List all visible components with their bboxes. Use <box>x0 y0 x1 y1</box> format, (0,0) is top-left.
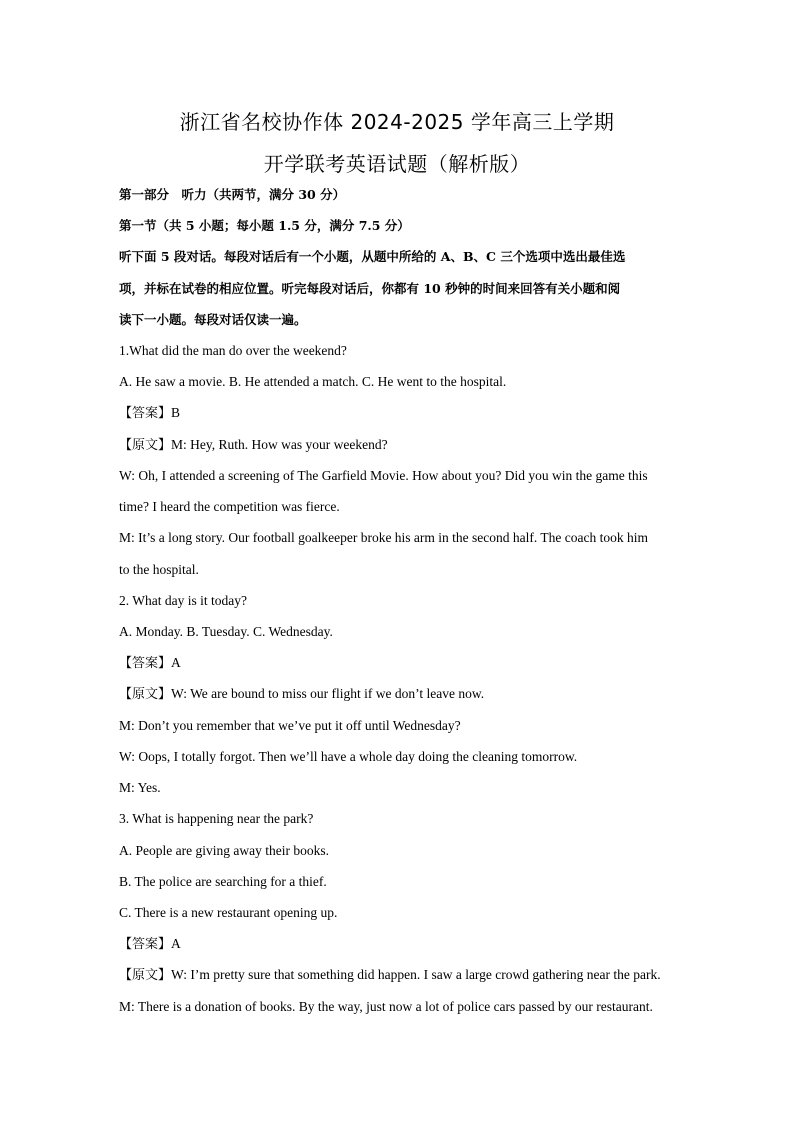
transcript-line <box>119 436 679 455</box>
answer-tag: 【答案】 <box>119 937 172 952</box>
transcript-tag: 【原文】 <box>119 968 172 983</box>
document-title-line-1: 浙江省名校协作体 2024-2025 学年高三上学期 <box>179 110 615 134</box>
question-text: 2. What day is it today? <box>119 593 247 608</box>
question-option: C. There is a new restaurant opening up. <box>119 905 338 920</box>
transcript-line <box>119 685 679 704</box>
question-options: A. Monday. B. Tuesday. C. Wednesday. <box>119 624 333 639</box>
transcript-text: W: We are bound to miss our flight if we don’t leave now. <box>171 686 485 701</box>
answer-value: A <box>171 655 181 670</box>
section-heading: 第一节（共 5 小题；每小题 1.5 分，满分 7.5 分） <box>119 218 410 233</box>
document-title-line-2: 开学联考英语试题（解析版） <box>263 152 531 176</box>
answer-line <box>119 404 679 423</box>
transcript-line: M: Don’t you remember that we’ve put it off until Wednesday? <box>119 718 461 733</box>
transcript-tag: 【原文】 <box>119 687 172 702</box>
answer-tag: 【答案】 <box>119 656 172 671</box>
transcript-line: W: Oh, I attended a screening of The Garfield Movie. How about you? Did you win the game this <box>119 468 648 483</box>
transcript-text: M: Hey, Ruth. How was your weekend? <box>171 437 388 452</box>
question-option: B. The police are searching for a thief. <box>119 874 327 889</box>
transcript-line: to the hospital. <box>119 562 199 577</box>
question-option: A. People are giving away their books. <box>119 843 329 858</box>
instructions-line: 读下一小题。每段对话仅读一遍。 <box>119 312 307 327</box>
instructions-line: 听下面 5 段对话。每段对话后有一个小题，从题中所给的 A、B、C 三个选项中选出最佳选 <box>119 249 626 264</box>
question-text: 1.What did the man do over the weekend? <box>119 343 347 358</box>
transcript-tag: 【原文】 <box>119 438 172 453</box>
transcript-line <box>119 966 679 985</box>
transcript-line: M: It’s a long story. Our football goalkeeper broke his arm in the second half. The coach took him <box>119 530 648 545</box>
transcript-line: M: Yes. <box>119 780 161 795</box>
answer-value: A <box>171 936 181 951</box>
answer-line <box>119 935 679 954</box>
question-options: A. He saw a movie. B. He attended a match. C. He went to the hospital. <box>119 374 507 389</box>
transcript-line: M: There is a donation of books. By the way, just now a lot of police cars passed by our restaurant. <box>119 999 653 1014</box>
answer-value: B <box>171 405 181 420</box>
transcript-line: W: Oops, I totally forgot. Then we’ll have a whole day doing the cleaning tomorrow. <box>119 749 578 764</box>
question-text: 3. What is happening near the park? <box>119 811 314 826</box>
part-heading: 第一部分 听力（共两节，满分 30 分） <box>119 187 346 202</box>
transcript-line: time? I heard the competition was fierce. <box>119 499 340 514</box>
transcript-text: W: I’m pretty sure that something did happen. I saw a large crowd gathering near the park. <box>171 967 661 982</box>
instructions-line: 项，并标在试卷的相应位置。听完每段对话后，你都有 10 秒钟的时间来回答有关小题和阅 <box>119 281 621 296</box>
answer-tag: 【答案】 <box>119 406 172 421</box>
answer-line <box>119 654 679 673</box>
